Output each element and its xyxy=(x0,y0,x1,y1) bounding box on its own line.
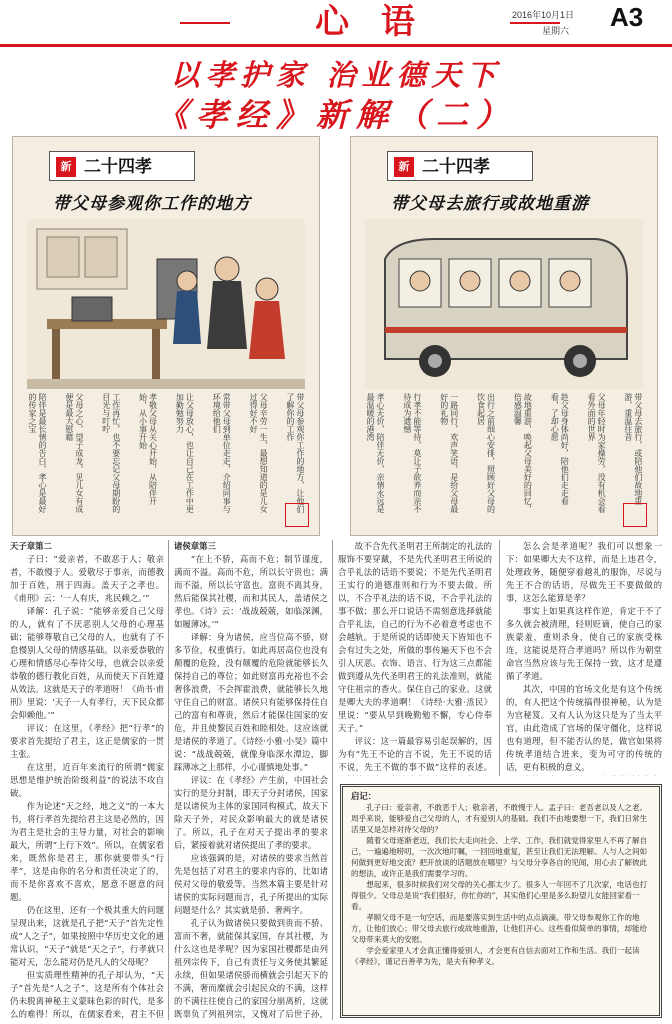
panel-text-column: 陪伴是最长情的告白，孝心是最好的传家之宝 xyxy=(28,393,47,513)
illustration-panel-left xyxy=(12,136,320,536)
article-paragraph: 其次，中国的官场文化是有这个传统的，有人把这个传统搞得很神秘，认为是为官秘笈。又有人认为这只是为了当太平官，由此造成了官场的保守僵化，这样说也有道理，但不能否认的是，做官如果将传统孝道结合进来，变为可守的传统的话，更有积极的意义。 xyxy=(506,684,662,772)
panel-text-column: 常带父母到单位走走，介绍同事与环境给他们 xyxy=(212,393,232,513)
headline-secondary: 《孝经》新解（二） xyxy=(155,96,516,134)
badge-label: 二十四孝 xyxy=(422,157,490,177)
panel-text-column: 孝敬父母从关心开始，从陪伴开始，从小事开始 xyxy=(138,393,158,505)
article-column-4 xyxy=(506,540,662,776)
article-paragraph: 应该强调的是，对诸侯的要求当然首先是包括了对君主的要求内容的，比如诸侯对父母的敬爱等。当然本篇主要是针对诸侯的实际问题而言，孔子所提出的实际问题是什么？其实就是骄、奢两字。 xyxy=(174,853,328,915)
badge-mark: 新 xyxy=(56,157,76,177)
panel-text-column: 父母年轻时为家操劳，没有机会看看外面的世界 xyxy=(587,393,607,513)
article-paragraph: 故不合先代圣明君王所制定的礼法的服饰不要穿戴，不是先代圣明君王所说的合乎礼法的话语不要说；不是先代圣明君王实行的道德准则和行为不要去做。所以，不合乎礼法的话不说，不合乎礼法的事不做；那么开口说话不需刻意选择就能合乎礼法，自己的行为不必着意考虑也不会越轨。于是所说的话即使天下皆知也不会有过失之处，所做的事传遍天下也不会引人厌恶。衣饰、语言、行为这三点都能做到遵从先代圣明君王的礼法准则，就能守住祖宗的香火。保住自己的家业。这就是卿大夫的孝道啊！《诗经·大雅·烝民》里说：“要从早到晚勤勉不懈，专心侍奉天子。” xyxy=(338,541,492,733)
article-paragraph: 事实上如果真这样作逆，肯定干不了多久就会被清理，轻则贬谪，使自己的家族蒙羞，重则杀身，使自己的家族受株连，这能说是符合孝道吗？所以作为朝堂命官当然应该与先王保持一致，这才是遵循了孝道。 xyxy=(506,606,662,681)
masthead-title: 心 语 xyxy=(240,2,500,42)
section-heading: 诸侯章第三 xyxy=(174,541,216,551)
issue-weekday: 星期六 xyxy=(542,26,570,36)
panel-text-column: 工作再忙，也不要忘记父母期盼的目光与叮咛 xyxy=(101,393,121,513)
article-paragraph: 子曰：“爱亲者，不敢恶于人；敬亲者，不敢慢于人。爱敬尽于事亲，而德教加于百姓，刑于四海。盖天子之孝也。《甫刑》云：‘一人有庆，兆民赖之。’” xyxy=(10,554,164,603)
afterword-paragraph: 孔子曰：爱亲者，不敢恶于人；敬亲者，不敢慢于人。孟子曰：老吾老以及人之老。周乎来说，能够爱自己父母的人，才有爱别人的基础。我们不由地要想一下，我们日常生活里又是怎样对待父母的？ xyxy=(351,803,648,834)
panel-text-column: 带父母去旅行，或陪他们故地重游，重温往昔 xyxy=(623,393,643,505)
bus-travel-illustration xyxy=(365,219,643,389)
afterword-heading: 启记： xyxy=(351,791,377,801)
column-divider xyxy=(499,540,500,776)
afterword-box xyxy=(340,784,662,1018)
panel-text-column: 让父母放心，也让自己在工作中更加勤勉努力 xyxy=(175,393,195,513)
seal-stamp-icon xyxy=(285,503,309,527)
afterword-paragraph: 随着父母逐渐老迈，我们长大走向社会、上学、工作，我们就觉得家里人不再了解自己，一遍遍地唠叨，一次次地叮嘱，一回回地重复，甚至让我们无法理解。人与人之间如何做到更好地交流？把开放谈的话题放在哪里？与父母分享各自的见闻，用心去了解彼此的想法，或许正是我们需要学习的。 xyxy=(351,836,648,878)
headline-primary: 以孝护家 治业德天下 xyxy=(170,58,502,92)
column-divider xyxy=(332,540,333,1020)
article-paragraph: 译解：身为诸侯，应当位高不骄，财多节俭，权重慎行。如此再居高位也没有颠覆的危险，没有颠覆的危险就能够长久保持自己的尊位；如此财富再充裕也不会奢侈浪费，不会挥霍浪费，就能够长久地守住自己的财富。诸侯只有能够保持住自己的富有和尊贵，然后才能保住国家的安危，并且使黎民百姓和睦相处。这应该就是诸侯的孝道了。《诗经·小雅·小旻》篇中说：“战战兢兢，就像身临深水潭边，脚踩薄冰之上那样，小心谨慎地处事。” xyxy=(174,632,328,772)
panel-text-columns xyxy=(27,393,305,521)
panel-text-columns xyxy=(365,393,643,521)
article-paragraph: 评议：这一篇最容易引起误解的，因为有“先王不论的言不说，先王不说的话不说，先王不做的事不做”这样的表述。 xyxy=(338,736,492,772)
panel-text-column: 出行之前细心安排，照顾好父母的饮食起居 xyxy=(476,393,496,513)
series-badge xyxy=(387,151,533,181)
panel-text-column: 父母之心，望子成龙，见儿女有成便是最大慰藉 xyxy=(64,393,84,513)
article-paragraph: 在这里，近百年来流行的所谓“儒家思想是维护统治阶级利益”的说法不攻自破。 xyxy=(10,762,164,798)
panel-text-column: 行孝不能等待，莫让子欲养而亲不待成为遗憾 xyxy=(402,393,422,513)
afterword-paragraph: 孝顺父母不是一句空话，而是要落实到生活中的点点滴滴。带父母参观你工作的地方，让他们放心；带父母去旅行或故地重游，让他们开心。这些看似简单的事情，却能给父母带来莫大的安慰。 xyxy=(351,913,648,944)
panel-title: 带父母去旅行或故地重游 xyxy=(391,194,589,214)
article-column-1 xyxy=(10,540,164,1020)
badge-mark: 新 xyxy=(394,157,414,177)
article-paragraph: 孔子认为做诸侯只要做到贵而不骄、富而不奢，就能保其家国，存其社稷，为什么这也是孝呢？因为家国社稷都是由列祖列宗传下，自己有责任与义务使其繁延永续，但如果诸侯骄而横就会引起天下的不满，奢而糜就会引起民众的不满，这样的不满往往使自己的家国分崩离析，这就既辜负了列祖列宗，又愧对了后世子孙， xyxy=(174,918,328,1019)
series-badge xyxy=(49,151,195,181)
panel-text-column: 孝心无价，陪伴无价，亲情永远是最温暖的港湾 xyxy=(366,393,385,513)
article-paragraph xyxy=(506,774,662,776)
article-paragraph: 作为论述“天之经，地之义”的一本大书，将行孝首先提给君主这是必然的，因为君主是社会的主导力量，对社会的影响最大，所谓“上行下效”。所以，在儒家看来，既然你是君主，那你就要带头“行孝”，这是由你的名分和责任决定了的，而不是你喜欢不喜欢，愿意不愿意的问题。 xyxy=(10,801,164,902)
issue-date: 2016年10月1日 xyxy=(512,10,575,20)
panel-text-column: 一路同行，欢声笑语，是给父母最好的礼物 xyxy=(439,393,459,513)
panel-text-column: 父母辛劳一生，最想知道的是儿女过得好不好 xyxy=(249,393,269,513)
article-paragraph: 怎么会是孝道呢？我们可以想象一下：如果卿大夫不这样，而是上违君令，处理政务，随便穿着越礼的服饰，尽说与先王不合的话语，尽做先王不要做做的事，这怎么能算是孝？ xyxy=(506,541,662,603)
illustration-panel-right xyxy=(350,136,658,536)
seal-stamp-icon xyxy=(623,503,647,527)
section-heading: 天子章第二 xyxy=(10,541,52,551)
article-paragraph: 评议：在这里，《孝经》把“行孝”的要求首先提给了君主，这正是儒家的一贯主张。 xyxy=(10,723,164,759)
afterword-paragraph: 想起来，很多时候我们对父母的关心都太少了。很多人一年回不了几次家，电话也打得很少。父母总是说“我们很好，你忙你的”，其实他们心里是多么盼望儿女能回家看一看。 xyxy=(351,880,648,911)
family-scene-illustration xyxy=(27,219,305,389)
column-divider xyxy=(168,540,169,1020)
article-column-2 xyxy=(174,540,328,1020)
masthead xyxy=(0,0,672,46)
panel-text-column: 带父母参观你工作的地方，让他们了解你的工作 xyxy=(285,393,305,513)
article-paragraph: 仍在这里，还有一个极其重大的问题呈现出来，这就是孔子把“天子”首先定性成“人之子”，如果按照中华历史文化的通常认识，“天子”就是“天之子”，行孝就只能对天，怎么能对仍是凡人的父母呢？ xyxy=(10,905,164,967)
afterword-paragraph: 学会爱家里人才会真正懂得爱别人，才会更有自信去面对工作和生活。我们一起读《孝经》，谨记百善孝为先，是夫有种孝义。 xyxy=(351,946,640,966)
masthead-rule xyxy=(0,44,672,47)
article-paragraph: 评议：在《孝经》产生前，中国社会实行的是分封制，即天子分封诸侯，国家是以诸侯为主体的家国同构模式，故天下除天子外，对民众影响最大的就是诸侯了。所以，孔子在对天子提出孝的要求后，紧接着就对诸侯提出了孝的要求。 xyxy=(174,775,328,850)
article-paragraph: “在上不骄，高而不危；制节谨度，满而不溢。高而不危，所以长守贵也；满而不溢，所以长守富也。富贵不离其身，然后能保其社稷，而和其民人，盖诸侯之孝也。《诗》云：‘战战兢兢，如临深渊，如履薄冰。’” xyxy=(174,554,328,629)
article-paragraph: 译解：孔子说：“能够亲爱自己父母的人，就有了不厌恶别人父母的心理基础；能够尊敬自己父母的人，也就有了不怠慢别人父母的情感基础。以亲爱恭敬的心理和情感尽心奉待父母，也就会以亲爱恭敬的德行教化百姓，从而使天下百姓遵从效法。这就是天子的孝道呀！《尚书·甫刑》里说：‘天子一人有孝行，天下民众都会仰赖他。’” xyxy=(10,606,164,720)
page-number: A3 xyxy=(610,2,644,32)
panel-text-column: 趁父母身体尚好，陪他们走走看看，了却心愿 xyxy=(550,393,570,505)
panel-title: 带父母参观你工作的地方 xyxy=(53,194,251,214)
panel-text-column: 故地重游，唤起父母美好的回忆，倍感温馨 xyxy=(513,393,533,513)
article-paragraph: 但实质理性精神的孔子却认为，“天子”首先是“人之子”，这是所有个体社会仍未脱离神秘主义蒙昧色彩的时代，是多么的难得！所以，在儒家看来，君主不但 xyxy=(10,970,164,1019)
badge-label: 二十四孝 xyxy=(84,157,152,177)
article-column-3 xyxy=(338,540,492,776)
